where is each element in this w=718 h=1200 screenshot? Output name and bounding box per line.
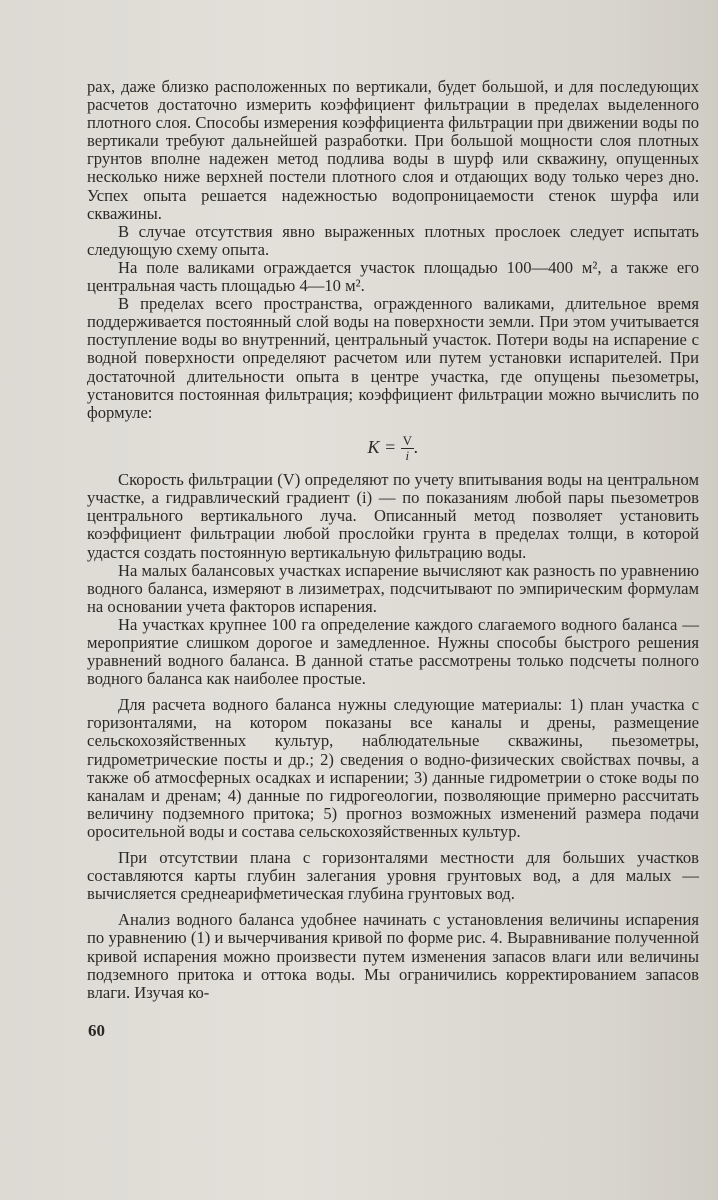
paragraph-3: На поле валиками ограждается участок площадью 100—400 м², а также его центральная часть площадью 4—10 м². <box>87 257 699 296</box>
paragraph-4: В пределах всего пространства, огражденного валиками, длительное время поддерживается постоянный слой воды на поверхности земли. При этом учитывается поступление воды во внутренний, центральный участок. Потери воды на испарение с водной поверхности определяют расчетом или путем установки испарителей. При достаточной длительности опыта в центре участка, где опущены пьезометры, установится постоянная фильтрация; коэффициент фильтрации можно вычислить по формуле: <box>87 294 699 422</box>
formula-denominator: i <box>405 448 410 464</box>
page-number: 60 <box>88 1021 105 1040</box>
paragraph-1: рах, даже близко расположенных по вертикали, будет большой, и для последующих расчетов достаточно измерить коэффициент фильтрации в пределах выделенного плотного слоя. Способы измерения коэффициента фильтрации при движении воды по вертикали требуют дальнейшей разработки. При большой мощности слоя плотных грунтов вполне надежен метод подлива воды в шурф или скважину, опущенных несколько ниже верхней постели плотного слоя и отдающих воду только через дно. Успех опыта решается надежностью водопроницаемости стенок шурфа или скважины. <box>87 77 699 223</box>
paragraph-2: В случае отсутствия явно выраженных плотных прослоек следует испытать следующую схему опыта. <box>87 221 699 259</box>
paragraph-10: Анализ водного баланса удобнее начинать с установления величины испарения по уравнению (1) и вычерчивания кривой по форме рис. 4. Выравнивание полученной кривой испарения можно произвести путем изменения запасов влаги или величины подземного притока и оттока воды. Мы ограничились корректированием запасов влаги. Изучая ко- <box>87 910 699 1002</box>
formula-numerator: V <box>402 433 413 449</box>
paragraph-5: Скорость фильтрации (V) определяют по учету впитывания воды на центральном участке, а гидравлический градиент (i) — по показаниям любой пары пьезометров центрального вертикального луча. Описанный метод позволяет установить коэффициент фильтрации любой прослойки грунта в пределах толщи, в которой удастся создать постоянную вертикальную фильтрацию воды. <box>87 470 699 562</box>
formula-fraction <box>401 434 414 463</box>
formula-lhs: K = <box>367 436 401 457</box>
formula-tail: . <box>414 436 419 457</box>
paragraph-6: На малых балансовых участках испарение вычисляют как разность по уравнению водного баланса, измеряют в лизиметрах, подсчитывают по эмпирическим формулам на основании учета факторов испарения. <box>87 560 699 616</box>
paragraph-9: При отсутствии плана с горизонталями местности для больших участков составляются карты глубин залегания уровня грунтовых вод, а для малых — вычисляется среднеарифметическая глубина грунтовых вод. <box>87 848 699 904</box>
paragraph-7: На участках крупнее 100 га определение каждого слагаемого водного баланса — мероприятие слишком дорогое и замедленное. Нужны способы быстрого решения уравнений водного баланса. В данной статье рассмотрены только подсчеты полного водного баланса как наиболее простые. <box>87 614 699 689</box>
page-body <box>87 78 699 1002</box>
paragraph-8: Для расчета водного баланса нужны следующие материалы: 1) план участка с горизонталями, на котором показаны все каналы и дрены, размещение сельскохозяйственных культур, наблюдательные скважины, пьезометры, гидрометрические посты и др.; 2) сведения о водно-физических свойствах почвы, а также об атмосферных осадках и испарении; 3) данные гидрометрии о стоке воды по каналам и дренам; 4) данные по гидрогеологии, позволяющие примерно рассчитать величину подземного притока; 5) прогноз возможных изменений размера подачи оросительной воды и состава сельскохозяйственных культур. <box>87 695 699 841</box>
filtration-formula <box>87 432 699 463</box>
